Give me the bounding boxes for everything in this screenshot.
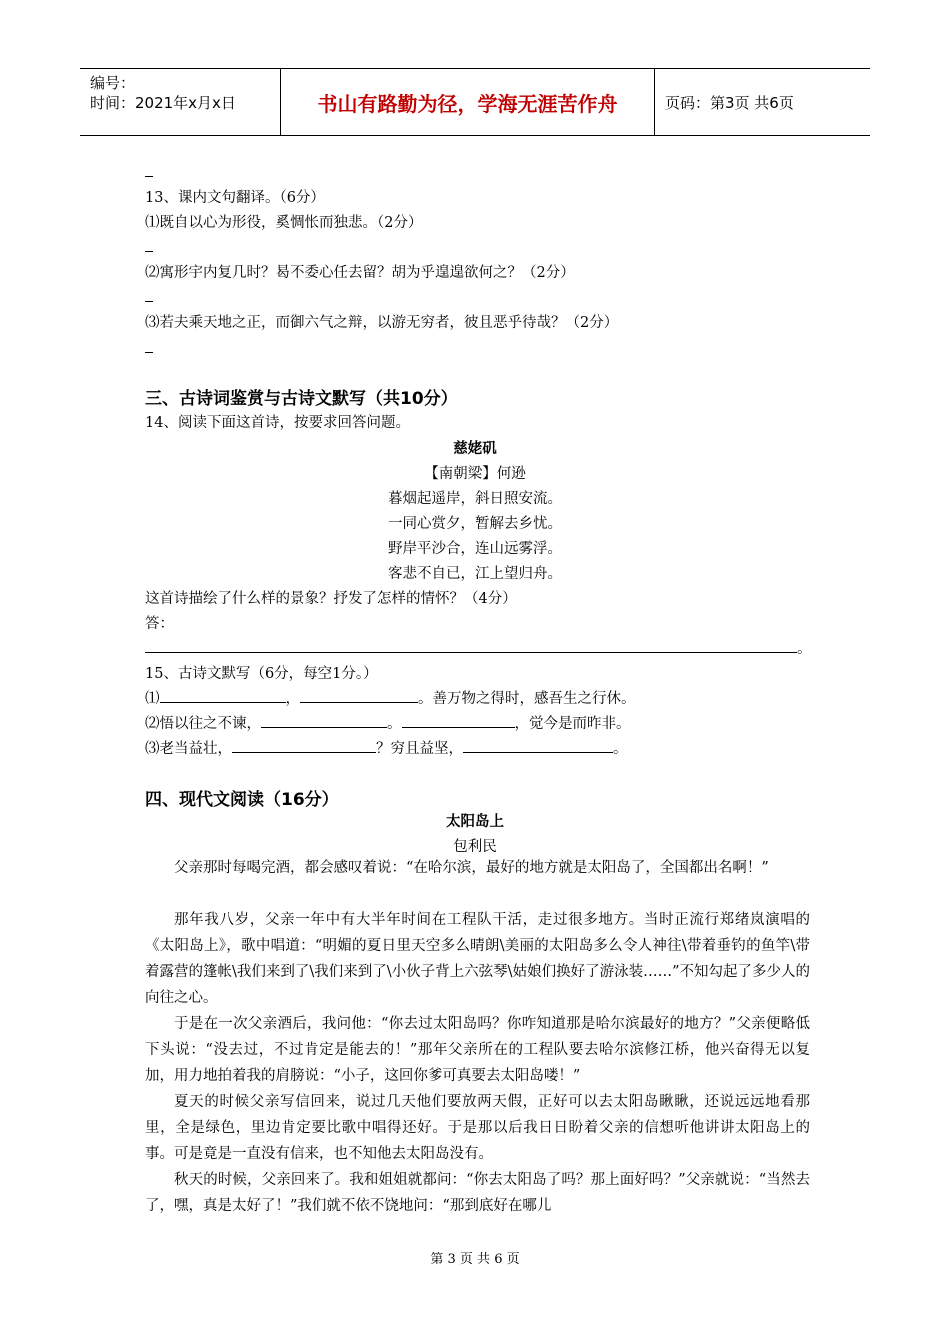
code-label: 编号： (90, 74, 136, 92)
fill-blank[interactable] (402, 713, 515, 728)
section4-heading: 四、现代文阅读（16分） (145, 790, 339, 810)
q15-title: 15、古诗文默写（6分，每空1分。） (145, 666, 378, 682)
q13-item-1: ⑴既自以心为形役，奚惆怅而独悲。（2分） (145, 215, 423, 231)
q13-item-3: ⑶若夫乘天地之正，而御六气之辩，以游无穷者，彼且恶乎待哉？（2分） (145, 315, 619, 331)
header-page-info: 页码：第3页 共6页 (665, 93, 794, 112)
time-label: 时间：2021年x月x日 (90, 94, 236, 112)
q15-item-1: ⑴ ， 。善万物之得时，感吾生之行休。 (145, 687, 636, 708)
poem-line: 一同心赏夕，暂解去乡忧。 (388, 516, 562, 532)
fill-blank[interactable] (160, 688, 286, 703)
page-footer: 第 3 页 共 6 页 (430, 1252, 520, 1267)
fill-blank[interactable] (300, 688, 418, 703)
answer-line (145, 251, 153, 252)
fill-blank[interactable] (261, 713, 387, 728)
header-motto: 书山有路勤为径，学海无涯苦作舟 (281, 69, 655, 135)
poem-line: 野岸平沙合，连山远雾浮。 (388, 541, 562, 557)
poem-line: 客悲不自已，江上望归舟。 (388, 566, 562, 582)
story-paragraph: 那年我八岁，父亲一年中有大半年时间在工程队干活，走过很多地方。当时正流行郑绪岚演唱的《太阳岛上》，歌中唱道：“明媚的夏日里天空多么晴朗\美丽的太阳岛多么令人神往\带着垂钓的鱼竿\带着露营的篷帐\我们来到了\我们来到了\小伙子背上六弦琴\姑娘们换好了游泳装……”不知勾起了多少人的向往之心。 (145, 912, 810, 1006)
q15-item-2: ⑵悟以往之不谏， 。 ，觉今是而昨非。 (145, 712, 631, 733)
answer-line (145, 301, 153, 302)
poem-author: 【南朝梁】何逊 (424, 466, 526, 482)
story-paragraph: 夏天的时候父亲写信回来，说过几天他们要放两天假，正好可以去太阳岛瞅瞅，还说远远地看那里，全是绿色，里边肯定要比歌中唱得还好。于是那以后我日日盼着父亲的信想听他讲讲太阳岛上的事。可是竟是一直没有信来，也不知他去太阳岛没有。 (145, 1094, 810, 1162)
page-header (80, 68, 870, 136)
story-author: 包利民 (453, 839, 497, 855)
answer-end: 。 (797, 641, 812, 657)
fill-blank[interactable] (232, 738, 376, 753)
section3-heading: 三、古诗词鉴赏与古诗文默写（共10分） (145, 389, 458, 409)
q13-title: 13、课内文句翻译。（6分） (145, 190, 325, 206)
story-title: 太阳岛上 (446, 814, 504, 830)
poem-title: 慈姥矶 (453, 441, 497, 457)
story-paragraph: 于是在一次父亲酒后，我问他：“你去过太阳岛吗？你咋知道那是哈尔滨最好的地方？”父亲便略低下头说：“没去过，不过肯定是能去的！”那年父亲所在的工程队要去哈尔滨修江桥，他兴奋得无以复加，用力地拍着我的肩膀说：“小子，这回你爹可真要去太阳岛喽！” (145, 1016, 810, 1084)
q15-item-3: ⑶老当益壮， ？穷且益坚， 。 (145, 737, 628, 758)
answer-field[interactable] (145, 637, 812, 658)
story-paragraph: 父亲那时每喝完酒，都会感叹着说：“在哈尔滨，最好的地方就是太阳岛了，全国都出名啊！” (174, 860, 769, 876)
answer-line (145, 176, 153, 177)
q14-intro: 14、阅读下面这首诗，按要求回答问题。 (145, 415, 410, 431)
q14-question: 这首诗描绘了什么样的景象？抒发了怎样的情怀？（4分） (145, 591, 517, 607)
story-paragraph: 秋天的时候，父亲回来了。我和姐姐就都问：“你去太阳岛了吗？那上面好吗？”父亲就说：“当然去了，嘿，真是太好了！”我们就不依不饶地问：“那到底好在哪儿 (145, 1172, 810, 1214)
answer-line (145, 352, 153, 353)
answer-label: 答： (145, 616, 174, 632)
q13-item-2: ⑵寓形宇内复几时？曷不委心任去留？胡为乎遑遑欲何之？（2分） (145, 265, 575, 281)
fill-blank[interactable] (463, 738, 613, 753)
header-meta (80, 69, 281, 135)
poem-line: 暮烟起遥岸，斜日照安流。 (388, 491, 562, 507)
